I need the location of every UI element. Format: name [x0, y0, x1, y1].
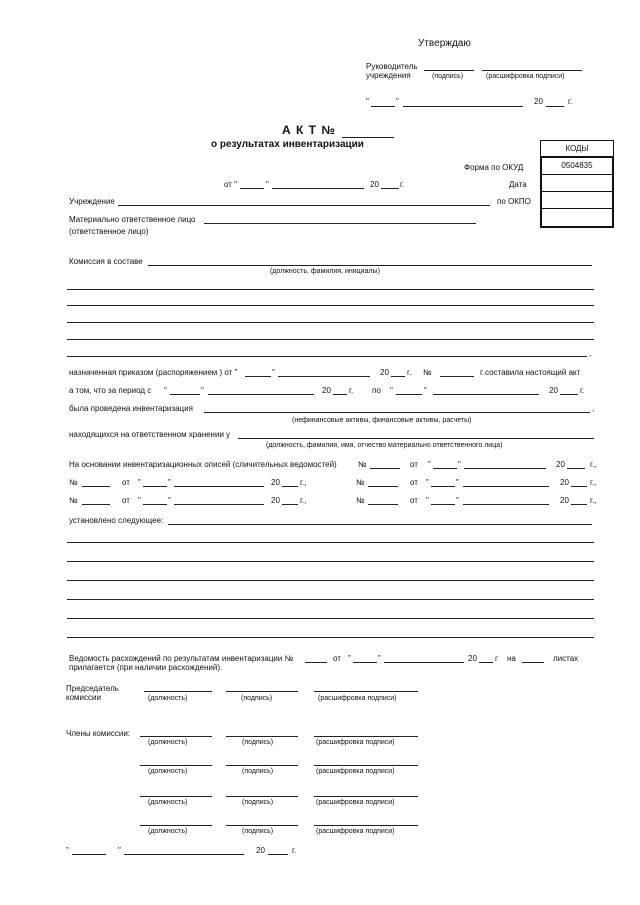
basis-num-field-4[interactable] — [82, 504, 110, 505]
doc-title: А К Т № — [282, 123, 336, 137]
statement-g: г — [495, 654, 498, 663]
findings-line-4[interactable] — [67, 599, 594, 600]
chair-decoding-caption: (расшифровка подписи) — [318, 695, 397, 702]
chair-position-caption: (должность) — [148, 695, 188, 702]
basis-year-field-1[interactable] — [567, 468, 585, 469]
order-day-field[interactable] — [245, 376, 271, 377]
basis-q2-1: " — [458, 460, 461, 469]
statement-line-2: прилагается (при наличии расхождений). — [69, 663, 223, 672]
head-decoding-field[interactable] — [482, 70, 582, 71]
member2-decoding-caption: (расшифровка подписи) — [316, 768, 395, 775]
chair-label-2: комиссии — [66, 693, 101, 702]
doc-year-field[interactable] — [381, 188, 399, 189]
po-year-prefix: 20 — [549, 386, 558, 395]
responsible-field[interactable] — [204, 223, 476, 224]
member2-position-caption: (должность) — [148, 768, 188, 775]
head-label-2: учреждения — [366, 71, 411, 80]
doc-year-prefix: 20 — [370, 180, 379, 189]
member4-decoding-field[interactable] — [314, 825, 418, 826]
custody-caption: (должность, фамилия, имя, отчество материально ответственного лица) — [266, 442, 503, 449]
basis-year-2: 20 — [271, 478, 280, 487]
member4-decoding-caption: (расшифровка подписи) — [316, 828, 395, 835]
member3-decoding-field[interactable] — [314, 796, 418, 797]
commission-line-6[interactable] — [67, 356, 587, 357]
member3-decoding-caption: (расшифровка подписи) — [316, 799, 395, 806]
responsible-label: Материально ответственное лицо — [69, 215, 196, 224]
head-signature-caption: (подпись) — [432, 73, 464, 80]
basis-num-2: № — [69, 478, 78, 487]
head-decoding-caption: (расшифровка подписи) — [486, 73, 565, 80]
basis-g-3: г., — [590, 478, 597, 487]
statement-sheets-field[interactable] — [522, 662, 544, 663]
po-month-field[interactable] — [433, 394, 539, 395]
held-label: была проведена инвентаризация — [69, 404, 193, 413]
approve-month-field[interactable] — [403, 106, 523, 107]
statement-month-field[interactable] — [384, 662, 464, 663]
final-g: г. — [292, 846, 297, 855]
basis-month-field-3[interactable] — [463, 486, 549, 487]
basis-label: На основании инвентаризационных описей (сличительных ведомостей) — [69, 460, 337, 469]
findings-line-1[interactable] — [67, 542, 594, 543]
statement-q1: " — [348, 654, 351, 663]
basis-year-field-2[interactable] — [282, 486, 298, 487]
basis-year-1: 20 — [556, 460, 565, 469]
final-year-field[interactable] — [268, 854, 288, 855]
chair-signature-field[interactable] — [226, 691, 298, 692]
member3-signature-caption: (подпись) — [242, 799, 274, 806]
chair-position-field[interactable] — [144, 691, 212, 692]
held-field[interactable] — [204, 412, 590, 413]
custody-field[interactable] — [238, 438, 594, 439]
basis-day-field-5[interactable] — [431, 504, 455, 505]
approve-day-field[interactable] — [371, 106, 395, 107]
order-number-label: № — [423, 368, 432, 377]
findings-line-2[interactable] — [67, 561, 594, 562]
chair-decoding-field[interactable] — [314, 691, 418, 692]
okpo-label: по ОКПО — [497, 197, 531, 206]
basis-year-field-4[interactable] — [282, 504, 298, 505]
commission-line-2[interactable] — [67, 289, 594, 290]
member3-signature-field[interactable] — [226, 796, 298, 797]
commission-field[interactable] — [148, 265, 592, 266]
basis-q1-1: " — [428, 460, 431, 469]
basis-year-field-5[interactable] — [571, 504, 587, 505]
findings-line-5[interactable] — [67, 618, 594, 619]
final-day-field[interactable] — [72, 854, 106, 855]
doc-month-field[interactable] — [272, 188, 364, 189]
basis-num-1: № — [358, 460, 367, 469]
member1-signature-field[interactable] — [226, 736, 298, 737]
inventory-act-form: Утверждаю Руководитель учреждения (подпись) (расшифровка подписи) " " 20 г. А К Т № о результатах инвентаризации от " " 20 г. КОДЫ 0504835 Форма по ОКУД Дата по ОКПО Учреждение Материально ответственное лицо (ответственное лицо) Комиссия в составе (должность, фамилия, инициалы) , назначенная приказом (распоряжением ) от " " 20 г. № г. составила настоящий акт а том, что за период с " " 20 г. по " " 20 г. была проведена инвентаризация , (нефинансовые активы, финансовые активы, расчеты) находящихся на ответственном хранении у (должность, фамилия, имя, отчество материально ответственного лица) На основании инвентаризационных описей (сличительных ведомостей) № от " " 20 г., № от " " 20 г., № от " " 20 г., № от " " 20 г., № от " " 20 г., установлено следующее: Ведомость расхождений по результатам инвентаризации № от " " 20 г на листах прилагается (при наличии расхождений). Председатель комиссии (должность) (подпись) (расшифровка подписи) Члены комиссии: (должность) (подпись) (расшифровка подписи) (должность) (подпись) (расшифровка подписи) (должность) (подпись) (расшифровка подписи) (должность) (подпись) (расшифровка подписи) " " 20 г. — [0, 0, 640, 905]
basis-year-field-3[interactable] — [571, 486, 587, 487]
doc-date-quote-close: " — [266, 180, 269, 189]
head-signature-field[interactable] — [424, 70, 474, 71]
statement-year: 20 — [468, 654, 477, 663]
basis-q2-5: " — [456, 496, 459, 505]
member2-signature-field[interactable] — [226, 765, 298, 766]
period-month-field[interactable] — [208, 394, 314, 395]
period-year-prefix: 20 — [322, 386, 331, 395]
commission-line-3[interactable] — [67, 305, 594, 306]
statement-na: на — [507, 654, 516, 663]
institution-label: Учреждение — [69, 197, 115, 206]
member4-signature-caption: (подпись) — [242, 828, 274, 835]
basis-q1-4: " — [138, 496, 141, 505]
final-date-quote-close: " — [118, 846, 121, 855]
okud-value[interactable]: 0504835 — [542, 158, 612, 175]
period-quote-close: " — [201, 386, 204, 395]
order-number-field[interactable] — [440, 376, 474, 377]
statement-sheets: листах — [553, 654, 579, 663]
order-year-field[interactable] — [391, 376, 405, 377]
basis-day-field-3[interactable] — [431, 486, 455, 487]
commission-line-4[interactable] — [67, 322, 594, 323]
member4-position-caption: (должность) — [148, 828, 188, 835]
basis-q1-3: " — [426, 478, 429, 487]
basis-q2-4: " — [168, 496, 171, 505]
statement-ot: от — [333, 654, 341, 663]
basis-day-field-1[interactable] — [433, 468, 457, 469]
custody-label: находящихся на ответственном хранении у — [69, 430, 231, 439]
basis-g-5: г., — [590, 496, 597, 505]
basis-num-field-1[interactable] — [370, 468, 400, 469]
po-year-field[interactable] — [560, 394, 578, 395]
approve-date-quote-open: " — [366, 97, 369, 106]
doc-g: г. — [400, 180, 405, 189]
po-g: г. — [580, 386, 585, 395]
basis-day-field-4[interactable] — [143, 504, 167, 505]
head-label: Руководитель — [366, 62, 418, 71]
member3-position-field[interactable] — [140, 796, 212, 797]
act-number-field[interactable] — [342, 137, 394, 138]
basis-g-2: г., — [300, 478, 307, 487]
commission-caption: (должность, фамилия, инициалы) — [270, 268, 380, 275]
established-label: установлено следующее: — [69, 516, 164, 525]
po-quote-close: " — [424, 386, 427, 395]
order-composed: составила настоящий акт — [485, 368, 581, 377]
basis-g-4: г., — [300, 496, 307, 505]
basis-q2-3: " — [456, 478, 459, 487]
order-g-2: г. — [480, 368, 485, 377]
member2-position-field[interactable] — [140, 765, 212, 766]
basis-ot-4: от — [122, 496, 130, 505]
basis-q2-2: " — [168, 478, 171, 487]
basis-day-field-2[interactable] — [143, 486, 167, 487]
basis-ot-2: от — [122, 478, 130, 487]
approve-g: г. — [568, 97, 573, 106]
final-month-field[interactable] — [124, 854, 244, 855]
member1-position-field[interactable] — [140, 736, 212, 737]
member4-signature-field[interactable] — [226, 825, 298, 826]
codes-header: КОДЫ — [540, 140, 614, 157]
basis-month-field-2[interactable] — [174, 486, 264, 487]
statement-q2: " — [378, 654, 381, 663]
commission-label: Комиссия в составе — [69, 257, 143, 266]
responsible-label-2: (ответственное лицо) — [69, 227, 149, 236]
held-comma: , — [592, 404, 595, 413]
members-label: Члены комиссии: — [66, 729, 131, 738]
po-day-field[interactable] — [396, 394, 422, 395]
basis-num-field-3[interactable] — [368, 486, 398, 487]
period-po: по — [372, 386, 381, 395]
basis-g-1: г., — [590, 460, 597, 469]
doc-day-field[interactable] — [240, 188, 264, 189]
okpo-code-cell[interactable] — [542, 192, 612, 209]
period-day-field[interactable] — [170, 394, 200, 395]
order-g: г. — [407, 368, 412, 377]
basis-num-4: № — [69, 496, 78, 505]
approve-title: Утверждаю — [418, 38, 471, 49]
statement-number-field[interactable] — [305, 662, 327, 663]
member3-position-caption: (должность) — [148, 799, 188, 806]
member4-position-field[interactable] — [140, 825, 212, 826]
final-date-quote-open: " — [66, 846, 69, 855]
basis-month-field-1[interactable] — [464, 468, 546, 469]
order-quote-close: " — [272, 368, 275, 377]
chair-signature-caption: (подпись) — [241, 695, 273, 702]
basis-num-5: № — [356, 496, 365, 505]
established-field[interactable] — [168, 524, 592, 525]
basis-year-5: 20 — [560, 496, 569, 505]
basis-q1-2: " — [138, 478, 141, 487]
statement-label: Ведомость расхождений по результатам инвентаризации № — [69, 654, 294, 663]
member1-signature-caption: (подпись) — [242, 739, 274, 746]
doc-date-from: от " — [224, 180, 237, 189]
extra-code-cell[interactable] — [542, 209, 612, 226]
basis-ot-5: от — [410, 496, 418, 505]
form-okud-label: Форма по ОКУД — [464, 163, 524, 172]
period-label: а том, что за период с — [69, 386, 152, 395]
basis-year-3: 20 — [560, 478, 569, 487]
statement-year-field[interactable] — [479, 662, 493, 663]
member2-decoding-field[interactable] — [314, 765, 418, 766]
period-quote-open: " — [164, 386, 167, 395]
member1-decoding-caption: (расшифровка подписи) — [316, 739, 395, 746]
order-month-field[interactable] — [278, 376, 370, 377]
chair-label: Председатель — [66, 684, 119, 693]
period-year-field[interactable] — [333, 394, 347, 395]
date-label: Дата — [509, 180, 527, 189]
approve-year-field[interactable] — [546, 106, 564, 107]
statement-day-field[interactable] — [353, 662, 377, 663]
basis-num-field-5[interactable] — [368, 504, 398, 505]
member1-decoding-field[interactable] — [314, 736, 418, 737]
order-year-prefix: 20 — [380, 368, 389, 377]
findings-line-6[interactable] — [67, 637, 594, 638]
final-year-prefix: 20 — [256, 846, 265, 855]
order-appointed-label: назначенная приказом (распоряжением ) от " — [69, 368, 238, 377]
institution-field[interactable] — [118, 205, 490, 206]
date-code-cell[interactable] — [542, 175, 612, 192]
basis-num-3: № — [356, 478, 365, 487]
basis-ot-3: от — [410, 478, 418, 487]
findings-line-3[interactable] — [67, 580, 594, 581]
basis-month-field-4[interactable] — [174, 504, 264, 505]
member2-signature-caption: (подпись) — [242, 768, 274, 775]
basis-num-field-2[interactable] — [82, 486, 110, 487]
approve-date-quote-close: " — [396, 97, 399, 106]
basis-q1-5: " — [426, 496, 429, 505]
member1-position-caption: (должность) — [148, 739, 188, 746]
po-quote-open: " — [390, 386, 393, 395]
period-g: г. — [349, 386, 354, 395]
approve-year-prefix: 20 — [534, 97, 543, 106]
basis-ot-1: от — [410, 460, 418, 469]
commission-line-5[interactable] — [67, 339, 594, 340]
held-caption: (нефинансовые активы, финансовые активы, расчеты) — [292, 417, 472, 424]
doc-subtitle: о результатах инвентаризации — [211, 139, 364, 150]
basis-year-4: 20 — [271, 496, 280, 505]
basis-month-field-5[interactable] — [463, 504, 549, 505]
